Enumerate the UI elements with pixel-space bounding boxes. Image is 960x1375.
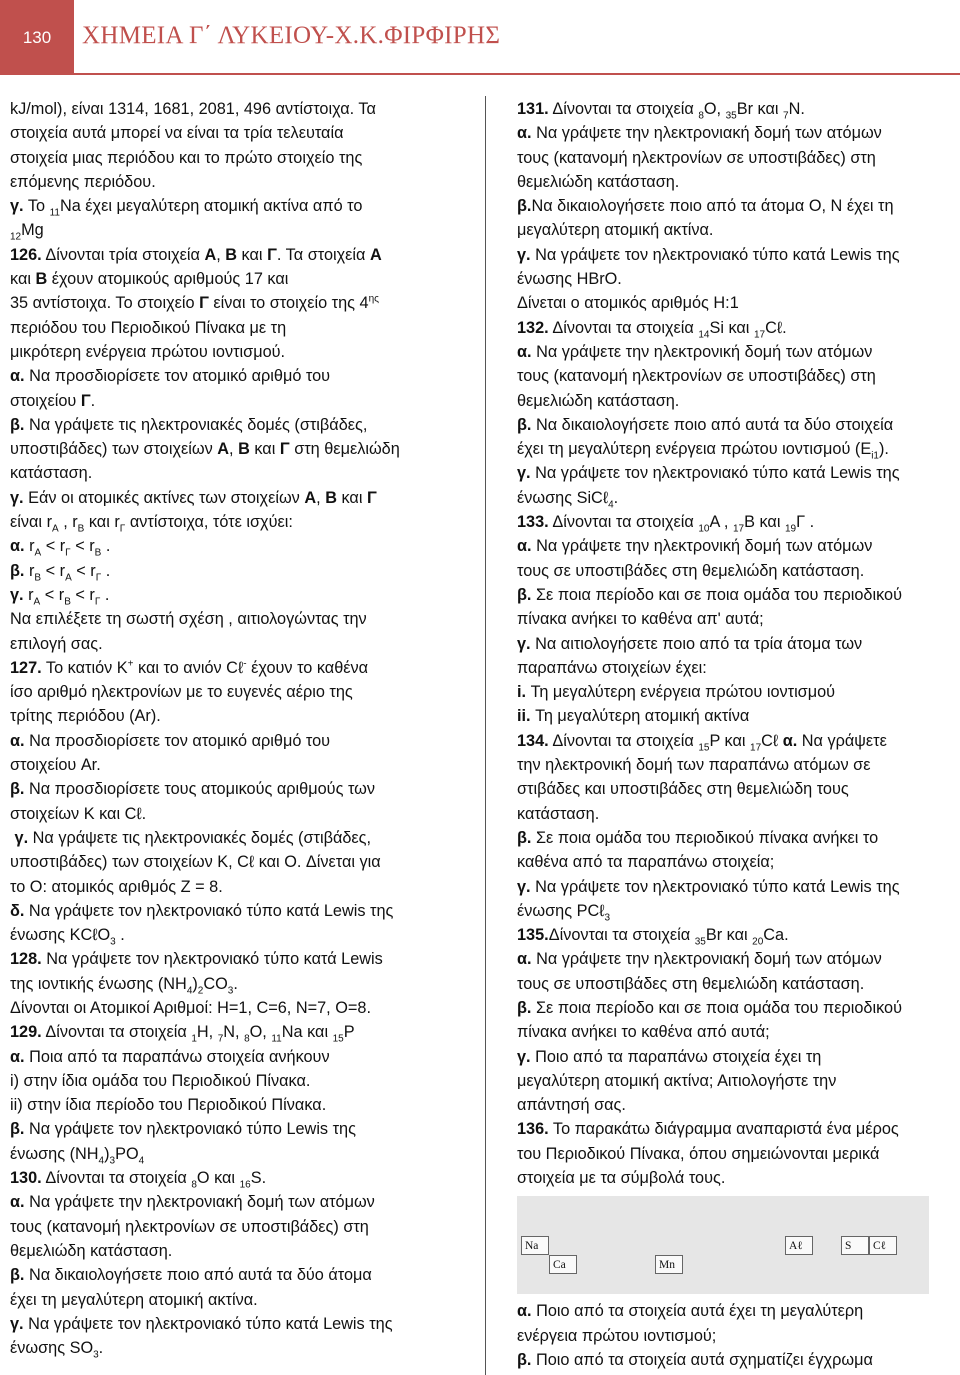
text-line: α. Να γράψετε την ηλεκτρονική δομή των ατόμων xyxy=(517,342,873,361)
text-line: β. Να γράψετε τις ηλεκτρονιακές δομές (στιβάδες, xyxy=(10,415,368,434)
text-line: παραπάνω στοιχείων έχει: xyxy=(517,658,707,677)
text-line: γ. Να γράψετε τις ηλεκτρονιακές δομές (στιβάδες, xyxy=(14,828,372,847)
text-line: θεμελιώδη κατάσταση. xyxy=(517,391,680,410)
text-line: του Περιοδικού Πίνακα, όπου σημειώνονται μερικά xyxy=(517,1144,880,1163)
periodic-table-fragment xyxy=(517,1196,929,1294)
text-line: β. Να γράψετε τον ηλεκτρονιακό τύπο Lewis της xyxy=(10,1120,356,1139)
exercise-133: 133. Δίνονται τα στοιχεία $_{10}$A , $_{17}$B και $_{19}$Γ . xyxy=(517,513,815,535)
text-line: περιόδου του Περιοδικού Πίνακα με τη xyxy=(10,318,287,337)
text-line: τους (κατανομή ηλεκτρονίων σε υποστιβάδες) στη xyxy=(517,367,876,386)
text-line: έχει τη μεγαλύτερη ενέργεια πρώτου ιοντισμού $(E_{i1})$. xyxy=(517,440,889,462)
text-line: 35 αντίστοιχα. Το στοιχείο Γ είναι το στοιχείο της $4^{\eta\varsigma}$ xyxy=(10,293,379,313)
text-line: α. $r_A < r_\Gamma < r_B$ . xyxy=(10,537,111,559)
text-line: θεμελιώδη κατάσταση. xyxy=(517,172,680,191)
text-line: ένωσης $(NH_4)_3PO_4$ xyxy=(10,1144,145,1167)
text-line: ενέργεια πρώτου ιοντισμού; xyxy=(517,1326,717,1345)
text-line: ίσο αριθμό ηλεκτρονίων με το ευγενές αέριο της xyxy=(10,683,353,702)
text-line: β. $r_B < r_A < r_\Gamma$ . xyxy=(10,561,111,583)
exercise-131: 131. Δίνονται τα στοιχεία $_8$O, $_{35}$Br και $_7$N. xyxy=(517,100,805,122)
text-line: στιβάδες και υποστιβάδες στη θεμελιώδη τους xyxy=(517,780,849,799)
text-line: ένωσης SiCℓ$_4$. xyxy=(517,488,619,510)
text-line: kJ/mol), είναι 1314, 1681, 2081, 496 αντίστοιχα. Τα xyxy=(10,100,376,118)
text-line: στοιχείων K και Cℓ. xyxy=(10,804,147,823)
exercise-130: 130. Δίνονται τα στοιχεία $_8$O και $_{16}$S. xyxy=(10,1169,267,1191)
text-line: ένωσης $SO_3$. xyxy=(10,1339,104,1361)
column-divider xyxy=(485,96,486,1375)
running-title: ΧΗΜΕΙΑ Γ΄ ΛΥΚΕΙΟΥ-Χ.Κ.ΦΙΡΦΙΡΗΣ xyxy=(82,22,501,49)
text-line: τους σε υποστιβάδες στη θεμελιώδη κατάσταση. xyxy=(517,974,865,993)
text-line: α. Να προσδιορίσετε τον ατομικό αριθμό του xyxy=(10,731,331,750)
text-line: πίνακα ανήκει το καθένα από αυτά; xyxy=(517,1023,770,1042)
text-line: μεγαλύτερη ατομική ακτίνα; Αιτιολογήστε την xyxy=(517,1071,837,1090)
exercise-129: 129. Δίνονται τα στοιχεία $_1$H, $_7$N, $_8$O, $_{11}$Na και $_{15}$P xyxy=(10,1023,355,1045)
text-line: β. Σε ποια περίοδο και σε ποια ομάδα του περιοδικού xyxy=(517,998,902,1017)
text-line: μεγαλύτερη ατομική ακτίνα. xyxy=(517,221,714,240)
exercise-128: 128. Να γράψετε τον ηλεκτρονιακό τύπο κατά Lewis xyxy=(10,950,383,969)
text-line: ένωσης KCℓO$_3$ . xyxy=(10,926,125,948)
exercise-126: 126. Δίνονται τρία στοιχεία Α, Β και Γ. Τα στοιχεία Α xyxy=(10,245,382,264)
text-line: το O: ατομικός αριθμός Z = 8. xyxy=(10,877,223,896)
text-line: γ. Να γράψετε τον ηλεκτρονιακό τύπο κατά Lewis της xyxy=(517,877,900,896)
cell-mn: Mn xyxy=(655,1255,683,1274)
text-line: β. Να δικαιολογήσετε ποιο από αυτά τα δύο άτομα xyxy=(10,1266,372,1285)
text-line: πίνακα ανήκει το καθένα απ' αυτά; xyxy=(517,610,764,629)
text-line: α. Ποια από τα παραπάνω στοιχεία ανήκουν xyxy=(10,1047,330,1066)
right-column xyxy=(517,97,960,1372)
text-line: επιλογή σας. xyxy=(10,634,103,653)
text-line: γ. Να αιτιολογήσετε ποιο από τα τρία άτομα των xyxy=(517,634,863,653)
text-line: β. Να προσδιορίσετε τους ατομικούς αριθμούς των xyxy=(10,780,375,799)
text-line: β. Να δικαιολογήσετε ποιο από αυτά τα δύο στοιχεία xyxy=(517,415,894,434)
exercise-127: 127. Το κατιόν K+ και το ανιόν Cℓ- έχουν το καθένα xyxy=(10,658,369,677)
text-line: α. Να γράψετε την ηλεκτρονιακή δομή των ατόμων xyxy=(517,124,882,143)
text-line: α. Να προσδιορίσετε τον ατομικό αριθμό του xyxy=(10,367,331,386)
page-header xyxy=(0,0,960,80)
text-line: καθένα από τα παραπάνω στοιχεία; xyxy=(517,853,775,872)
text-line: υποστιβάδες) των στοιχείων Α, Β και Γ στη θεμελιώδη xyxy=(10,440,400,459)
page-number: 130 xyxy=(0,0,74,75)
text-line: τρίτης περιόδου (Ar). xyxy=(10,707,161,726)
text-line: i. Τη μεγαλύτερη ενέργεια πρώτου ιοντισμού xyxy=(517,683,836,702)
text-line: Να επιλέξετε τη σωστή σχέση , αιτιολογώντας την xyxy=(10,610,367,629)
exercise-134: 134. Δίνονται τα στοιχεία $_{15}$P και $_{17}$Cℓ α. Να γράψετε xyxy=(517,731,887,753)
text-line: στοιχεία μιας περιόδου και το πρώτο στοιχείο της xyxy=(10,148,363,167)
text-line: κατάσταση. xyxy=(10,464,93,483)
text-line: στοιχεία με τα σύμβολά τους. xyxy=(517,1169,726,1188)
text-line: τους σε υποστιβάδες στη θεμελιώδη κατάσταση. xyxy=(517,561,865,580)
text-line: απάντησή σας. xyxy=(517,1096,626,1115)
text-line: ii. Τη μεγαλύτερη ατομική ακτίνα xyxy=(517,707,750,726)
text-line: γ. $r_A < r_B < r_\Gamma$ . xyxy=(10,585,110,608)
cell-ca: Ca xyxy=(549,1255,577,1274)
exercise-135: 135.Δίνονται τα στοιχεία $_{35}$Br και $_{20}$Ca. xyxy=(517,926,789,948)
text-line: ένωσης PCℓ$_3$ xyxy=(517,901,611,924)
text-line: της ιοντικής ένωσης $(NH_4)_2CO_3$. xyxy=(10,974,238,996)
text-line: την ηλεκτρονική δομή των παραπάνω ατόμων σε xyxy=(517,756,871,775)
text-line: γ. Ποιο από τα παραπάνω στοιχεία έχει τη xyxy=(517,1047,822,1066)
text-line: β. Ποιο από τα στοιχεία αυτά σχηματίζει έγχρωμα xyxy=(517,1350,873,1369)
exercise-136: 136. Το παρακάτω διάγραμμα αναπαριστά ένα μέρος xyxy=(517,1120,899,1139)
text-line: β. Σε ποια ομάδα του περιοδικού πίνακα ανήκει το xyxy=(517,828,879,847)
text-line: γ. Να γράψετε τον ηλεκτρονιακό τύπο κατά Lewis της xyxy=(10,1314,393,1333)
text-line: Δίνονται οι Ατομικοί Αριθμοί: H=1, C=6, N=7, O=8. xyxy=(10,998,371,1017)
text-line: α. Να γράψετε την ηλεκτρονική δομή των ατόμων xyxy=(517,537,873,556)
text-line: β.Να δικαιολογήσετε ποιο από τα άτομα O, N έχει τη xyxy=(517,197,894,216)
text-line: στοιχεία αυτά μπορεί να είναι τα τρία τελευταία xyxy=(10,124,344,143)
text-line: μικρότερη ενέργεια πρώτου ιοντισμού. xyxy=(10,342,286,361)
text-line: επόμενης περιόδου. xyxy=(10,172,156,191)
text-line: ένωσης HBrO. xyxy=(517,270,622,289)
text-line: δ. Να γράψετε τον ηλεκτρονιακό τύπο κατά Lewis της xyxy=(10,901,394,920)
text-line: υποστιβάδες) των στοιχείων K, Cℓ και O. Δίνεται για xyxy=(10,853,381,872)
text-line: κατάσταση. xyxy=(517,804,600,823)
text-line: ii) στην ίδια περίοδο του Περιοδικού Πίνακα. xyxy=(10,1096,327,1115)
text-line: τους (κατανομή ηλεκτρονίων σε υποστιβάδες) στη xyxy=(10,1217,369,1236)
text-line: α. Να γράψετε την ηλεκτρονιακή δομή των ατόμων xyxy=(517,950,882,969)
text-line: θεμελιώδη κατάσταση. xyxy=(10,1241,173,1260)
text-line: α. Ποιο από τα στοιχεία αυτά έχει τη μεγαλύτερη xyxy=(517,1302,864,1321)
text-line: είναι $r_A$ , $r_B$ και $r_\Gamma$ αντίστοιχα, τότε ισχύει: xyxy=(10,513,293,535)
text-line: α. Να γράψετε την ηλεκτρονιακή δομή των ατόμων xyxy=(10,1193,375,1212)
text-line: και Β έχουν ατομικούς αριθμούς 17 και xyxy=(10,270,289,289)
cell-s: S xyxy=(841,1236,869,1255)
exercise-132: 132. Δίνονται τα στοιχεία $_{14}$Si και $_{17}$Cℓ. xyxy=(517,318,787,340)
text-line: γ. Να γράψετε τον ηλεκτρονιακό τύπο κατά Lewis της xyxy=(517,464,900,483)
cell-cl: Cℓ xyxy=(869,1236,897,1255)
text-line: τους (κατανομή ηλεκτρονίων σε υποστιβάδες) στη xyxy=(517,148,876,167)
cell-na: Na xyxy=(521,1236,549,1255)
header-rule xyxy=(74,73,960,75)
text-line: γ. Το $_{11}$Na έχει μεγαλύτερη ατομική ακτίνα από το xyxy=(10,197,363,219)
text-line: β. Σε ποια περίοδο και σε ποια ομάδα του περιοδικού xyxy=(517,585,902,604)
text-line: στοιχείου Ar. xyxy=(10,756,101,775)
text-line: i) στην ίδια ομάδα του Περιοδικού Πίνακα. xyxy=(10,1071,311,1090)
text-line: γ. Να γράψετε τον ηλεκτρονιακό τύπο κατά Lewis της xyxy=(517,245,900,264)
text-line: γ. Εάν οι ατομικές ακτίνες των στοιχείων Α, Β και Γ xyxy=(10,488,377,507)
text-line: έχει τη μεγαλύτερη ατομική ακτίνα. xyxy=(10,1290,258,1309)
text-line: $_{12}$Mg xyxy=(10,221,44,243)
text-line: Δίνεται ο ατομικός αριθμός H:1 xyxy=(517,294,739,313)
cell-al: Aℓ xyxy=(785,1236,813,1255)
left-column xyxy=(10,97,468,1360)
text-line: στοιχείου Γ. xyxy=(10,391,96,410)
